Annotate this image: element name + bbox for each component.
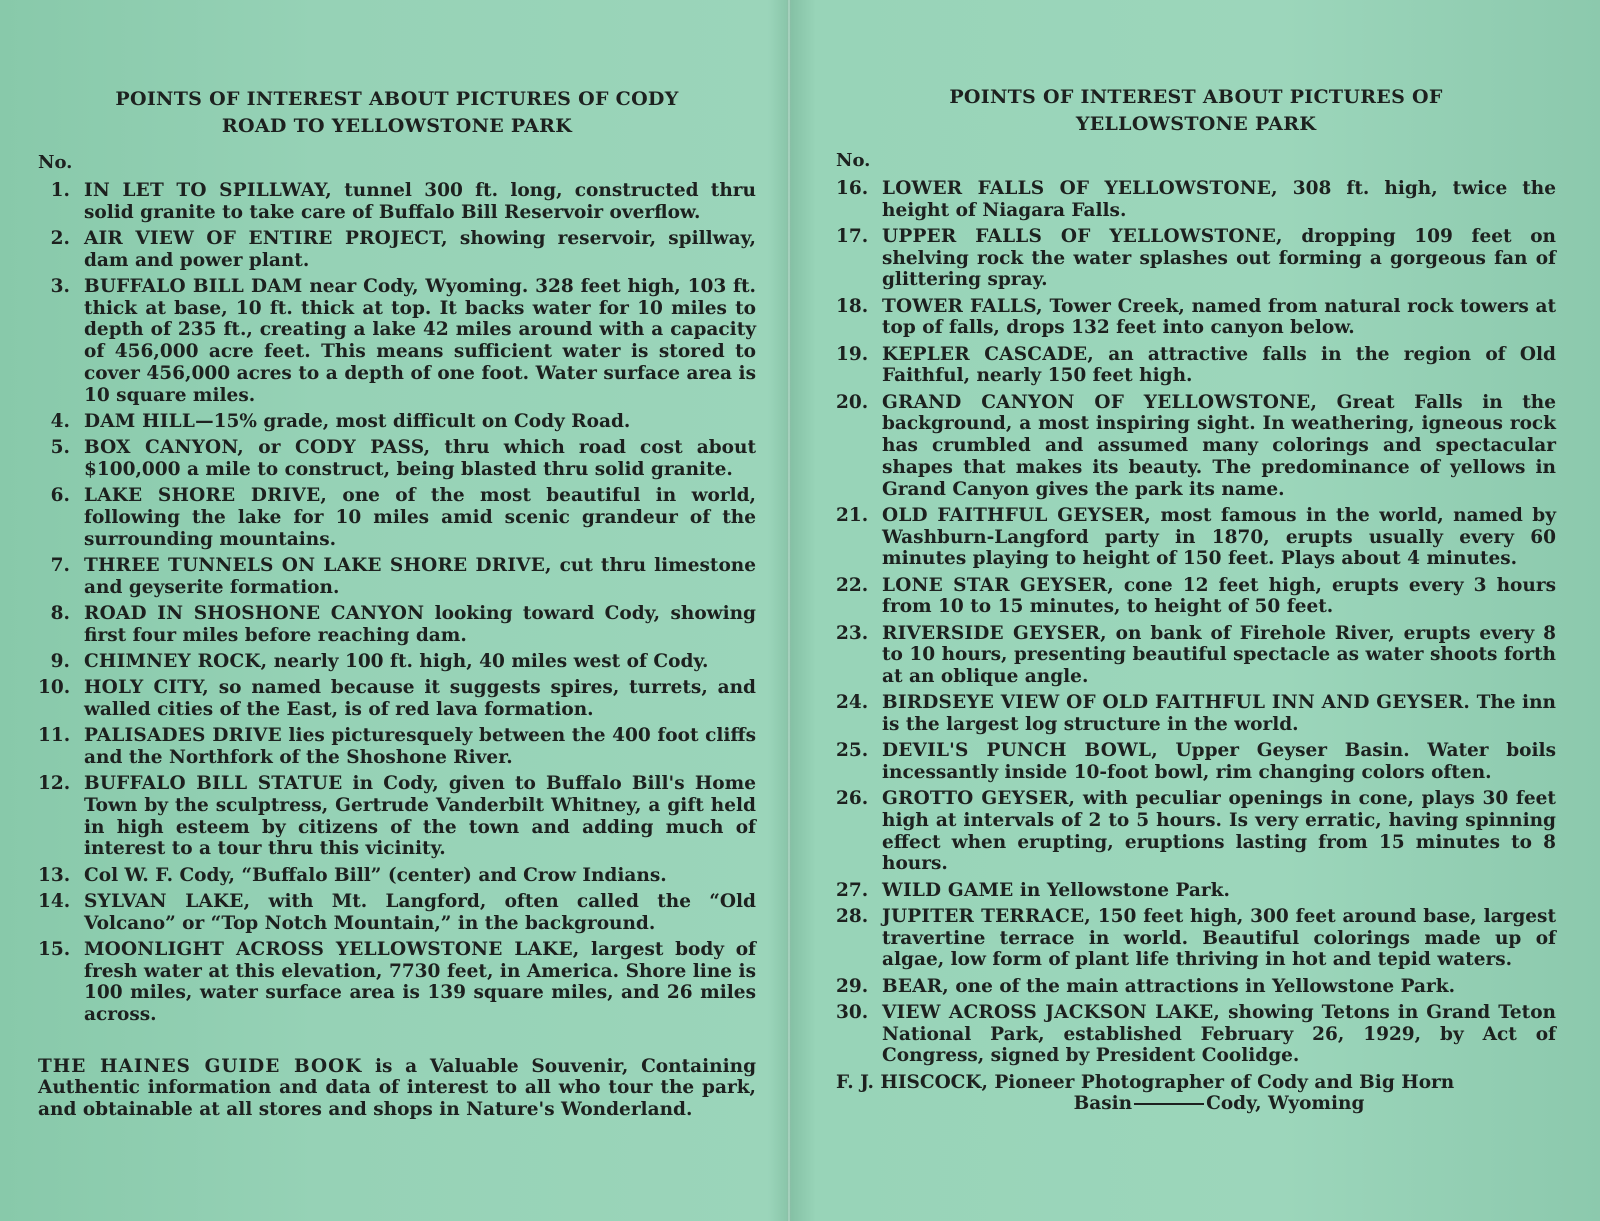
item-title: LAKE SHORE DRIVE, [84,485,328,507]
list-item [38,677,756,720]
list-item [836,178,1556,221]
guide-book-title: THE HAINES GUIDE BOOK [38,1055,363,1077]
item-number-text: 21. [836,504,869,526]
credit-line1 [836,1072,1556,1094]
item-number-text: 20. [836,391,869,413]
item-number-text: 4. [50,410,70,432]
item-number-text: 8. [50,602,70,624]
item-body [84,677,756,720]
item-description: Col W. F. Cody, “Buffalo Bill” (center) and Crow Indians. [84,864,667,886]
item-body [882,226,1556,291]
item-number [836,788,882,875]
item-number [836,575,882,618]
item-number [836,226,882,291]
item-description: one of the main attractions in Yellowstone Park. [948,975,1456,997]
item-body [882,178,1556,221]
item-number-text: 12. [38,773,71,795]
item-title: LONE STAR GEYSER, [882,574,1114,596]
item-body [882,505,1556,570]
item-description: The inn is the largest log structure in the world. [882,692,1556,735]
item-description: dropping 109 feet on shelving rock the water splashes out forming a gorgeous fan of glittering spray. [882,226,1556,291]
list-item [38,411,756,433]
item-description: most famous in the world, named by Washburn-Langford party in 1870, erupts usually every 60 minutes playing to height of 150 feet. Plays about 4 minutes. [882,504,1556,570]
item-body [84,437,756,480]
list-item [38,555,756,598]
photographer-title: Pioneer Photographer of Cody and Big Horn [987,1071,1455,1093]
item-number [836,344,882,387]
item-title: DEVIL'S PUNCH BOWL, [882,740,1158,762]
list-item [836,740,1556,783]
item-number [836,505,882,570]
item-number-text: 18. [836,295,869,317]
left-no-label: No. [38,152,73,173]
item-body [882,692,1556,735]
item-number-text: 23. [836,622,869,644]
list-item [836,296,1556,339]
item-description: so named because it suggests spires, turrets, and walled cities of the East, is of red lava formation. [84,677,756,720]
left-page [38,0,756,1121]
list-item [38,180,756,223]
item-description: cone 12 feet high, erupts every 3 hours from 10 to 15 minutes, to height of 50 feet. [882,574,1556,618]
item-title: THREE TUNNELS ON LAKE SHORE DRIVE, [84,554,552,576]
item-title: ROAD IN SHOSHONE CANYON [84,602,425,624]
item-title: KEPLER CASCADE, [882,343,1094,365]
item-title: BUFFALO BILL STATUE [84,773,343,795]
item-body [84,411,756,433]
item-number [836,880,882,902]
item-description: showing reservoir, spillway, dam and power plant. [84,228,756,271]
list-item [836,623,1556,688]
item-body [84,939,756,1026]
item-title: OLD FAITHFUL GEYSER, [882,504,1152,526]
item-title: BOX CANYON, or CODY PASS, [84,437,431,459]
item-description: tunnel 300 ft. long, constructed thru solid granite to take care of Buffalo Bill Reservoir overflow. [84,180,756,223]
item-number [38,437,84,480]
item-title: BEAR, [882,975,949,997]
item-body [84,485,756,550]
right-no-label: No. [836,150,871,171]
list-item [38,437,756,480]
item-number-text: 10. [38,677,71,699]
left-heading [38,0,756,140]
list-item [836,976,1556,998]
item-number [38,891,84,934]
list-item [836,692,1556,735]
left-heading-line2: ROAD TO YELLOWSTONE PARK [221,115,573,137]
item-description: nearly 100 ft. high, 40 miles west of Cody. [267,650,709,672]
item-description: in Yellowstone Park. [1013,879,1230,901]
item-body [882,1002,1556,1067]
item-title: HOLY CITY, [84,677,209,699]
item-title: PALISADES DRIVE [84,725,282,747]
list-item [38,891,756,934]
item-title: LOWER FALLS OF YELLOWSTONE, [882,178,1278,199]
item-body [84,228,756,271]
item-body [882,740,1556,783]
item-number-text: 28. [836,905,869,927]
item-number-text: 1. [50,180,70,201]
item-body [84,891,756,934]
item-number [836,1002,882,1067]
item-description: Upper Geyser Basin. Water boils incessantly inside 10-foot bowl, rim changing colors often. [882,740,1556,783]
item-body [882,296,1556,339]
item-number-text: 2. [50,228,70,249]
item-number-text: 13. [38,864,71,886]
item-number-text: 19. [836,343,869,365]
item-body [84,276,756,406]
item-number [38,939,84,1026]
item-number-text: 25. [836,740,869,762]
list-item [38,228,756,271]
item-number-text: 24. [836,692,869,714]
item-number-text: 29. [836,975,869,997]
item-number [38,603,84,646]
item-body [84,865,756,887]
item-number-text: 11. [38,725,71,747]
item-title: MOONLIGHT ACROSS YELLOWSTONE LAKE, [84,938,580,960]
guide-book-note [38,1056,756,1121]
center-fold [787,0,791,1221]
item-description: thru which road cost about $100,000 a mile to construct, being blasted thru solid granite. [84,437,756,480]
item-body [84,725,756,768]
item-number [836,296,882,339]
item-number-text: 15. [38,938,71,960]
item-number-text: 9. [50,650,70,672]
item-body [882,880,1556,902]
list-item [836,344,1556,387]
item-description: near Cody, Wyoming. 328 feet high, 103 ft. thick at base, 10 ft. thick at top. It backs water for 10 miles to depth of 235 ft., creating a lake 42 miles around with a capacity of 456,000 acre feet. This means sufficient water is stored to cover 456,000 acres to a depth of one foot. Water surface area is 10 square miles. [84,276,756,406]
left-item-list [38,180,756,1026]
list-item [38,603,756,646]
list-item [38,276,756,406]
item-description: with Mt. Langford, often called the “Old Volcano” or “Top Notch Mountain,” in the background. [84,890,756,934]
item-description: an attractive falls in the region of Old Faithful, nearly 150 feet high. [882,343,1556,387]
item-title: RIVERSIDE GEYSER, [882,622,1107,644]
credit-basin: Basin [1073,1093,1133,1115]
list-item [38,773,756,860]
item-description: one of the most beautiful in world, following the lake for 10 miles amid scenic grandeur of the surrounding mountains. [84,485,756,550]
list-item [38,485,756,550]
photographer-credit [836,1072,1556,1115]
item-description: largest body of fresh water at this elevation, 7730 feet, in America. Shore line is 100 miles, water surface area is 139 square miles, and 26 miles across. [84,938,757,1025]
item-title: IN LET TO SPILLWAY, [84,180,332,201]
item-number [38,773,84,860]
item-description: cut thru limestone and geyserite formation. [84,554,757,598]
item-body [882,976,1556,998]
item-number-text: 30. [836,1001,869,1023]
list-item [836,788,1556,875]
item-title: GROTTO GEYSER, [882,788,1076,810]
item-body [882,392,1556,501]
list-item [38,939,756,1026]
credit-dash [1134,1103,1204,1105]
item-number [836,178,882,221]
list-item [38,725,756,768]
item-number [38,651,84,673]
item-title: UPPER FALLS OF YELLOWSTONE, [882,226,1283,247]
list-item [836,575,1556,618]
list-item [38,865,756,887]
item-description: on bank of Firehole River, erupts every 8 to 10 hours, presenting beautiful spectacle as water shoots forth at an oblique angle. [882,622,1556,687]
item-number [38,555,84,598]
item-number-text: 6. [50,485,70,507]
item-number [836,692,882,735]
item-number-text: 7. [50,554,70,576]
item-title: DAM HILL [84,410,196,432]
item-number [38,725,84,768]
item-number [38,180,84,223]
item-title: JUPITER TERRACE, [882,905,1091,927]
item-number [38,865,84,887]
list-item [836,226,1556,291]
item-body [84,773,756,860]
item-title: TOWER FALLS, [882,295,1043,317]
credit-line2 [836,1093,1556,1115]
right-page [836,0,1556,1115]
left-heading-line1: POINTS OF INTEREST ABOUT PICTURES OF CODY [115,88,679,110]
item-number-text: 26. [836,788,869,810]
list-item [836,906,1556,971]
item-number [38,276,84,406]
item-title: GRAND CANYON OF YELLOWSTONE, [882,391,1318,413]
item-number [836,906,882,971]
list-item [836,392,1556,501]
item-title: AIR VIEW OF ENTIRE PROJECT, [84,228,448,249]
guide-book-text: is a Valuable Souvenir, Containing Authentic information and data of interest to all who tour the park, and obtainable at all stores and shops in Nature's Wonderland. [38,1055,757,1121]
item-number-text: 27. [836,879,869,901]
item-number-text: 3. [50,276,70,297]
item-number [38,411,84,433]
right-heading-line1: POINTS OF INTEREST ABOUT PICTURES OF [949,86,1443,108]
item-number [38,677,84,720]
item-description: in Cody, given to Buffalo Bill's Home Town by the sculptress, Gertrude Vanderbilt Whitney, a gift held in high esteem by citizens of the town and adding much of interest to a tour thru this vicinity. [84,773,756,860]
item-description: lies picturesquely between the 400 foot cliffs and the Northfork of the Shoshone River. [84,725,757,768]
item-title: CHIMNEY ROCK, [84,650,268,672]
item-title: WILD GAME [882,879,1014,901]
item-body [882,575,1556,618]
item-body [882,906,1556,971]
item-description: 308 ft. high, twice the height of Niagara Falls. [882,178,1556,221]
item-number-text: 22. [836,574,869,596]
item-description: —15% grade, most difficult on Cody Road. [195,410,631,432]
list-item [836,505,1556,570]
right-heading [836,0,1556,138]
item-description: Great Falls in the background, a most inspiring sight. In weathering, igneous rock has crumbled and assumed many colorings and spectacular shapes that makes its beauty. The predominance of yellows in Grand Canyon gives the park its name. [882,391,1557,500]
item-body [882,788,1556,875]
item-title: VIEW ACROSS JACKSON LAKE, [882,1001,1221,1023]
list-item [38,651,756,673]
item-number [836,976,882,998]
item-number [836,740,882,783]
item-body [882,344,1556,387]
item-body [84,555,756,598]
item-body [84,651,756,673]
list-item [836,880,1556,902]
list-item [836,1002,1556,1067]
item-number-text: 5. [50,437,70,459]
item-description: showing Tetons in Grand Teton National Park, established February 26, 1929, by Act of Congress, signed by President Coolidge. [882,1001,1556,1067]
photographer-name: F. J. HISCOCK, [836,1071,988,1093]
item-number [38,228,84,271]
right-heading-line2: YELLOWSTONE PARK [1075,113,1317,135]
item-number-text: 16. [836,178,869,199]
item-description: looking toward Cody, showing first four miles before reaching dam. [84,602,756,646]
item-description: Tower Creek, named from natural rock towers at top of falls, drops 132 feet into canyon below. [882,295,1556,339]
item-number [836,623,882,688]
item-title: BIRDSEYE VIEW OF OLD FAITHFUL INN AND GEYSER. [882,692,1471,714]
item-title: BUFFALO BILL DAM [84,276,303,297]
item-title: SYLVAN LAKE, [84,890,251,912]
item-description: 150 feet high, 300 feet around base, largest travertine terrace in world. Beautiful colorings made up of algae, low form of plant life thriving in hot and tepid waters. [882,905,1556,971]
item-body [882,623,1556,688]
credit-city: Cody, Wyoming [1206,1093,1365,1115]
item-number-text: 14. [38,890,71,912]
right-item-list [836,178,1556,1067]
item-description: with peculiar openings in cone, plays 30 feet high at intervals of 2 to 5 hours. Is very erratic, having spinning effect when erupting, eruptions lasting from 15 minutes to 8 hours. [882,788,1556,875]
item-number [38,485,84,550]
item-number [836,392,882,501]
item-body [84,603,756,646]
item-body [84,180,756,223]
item-number-text: 17. [836,226,869,247]
